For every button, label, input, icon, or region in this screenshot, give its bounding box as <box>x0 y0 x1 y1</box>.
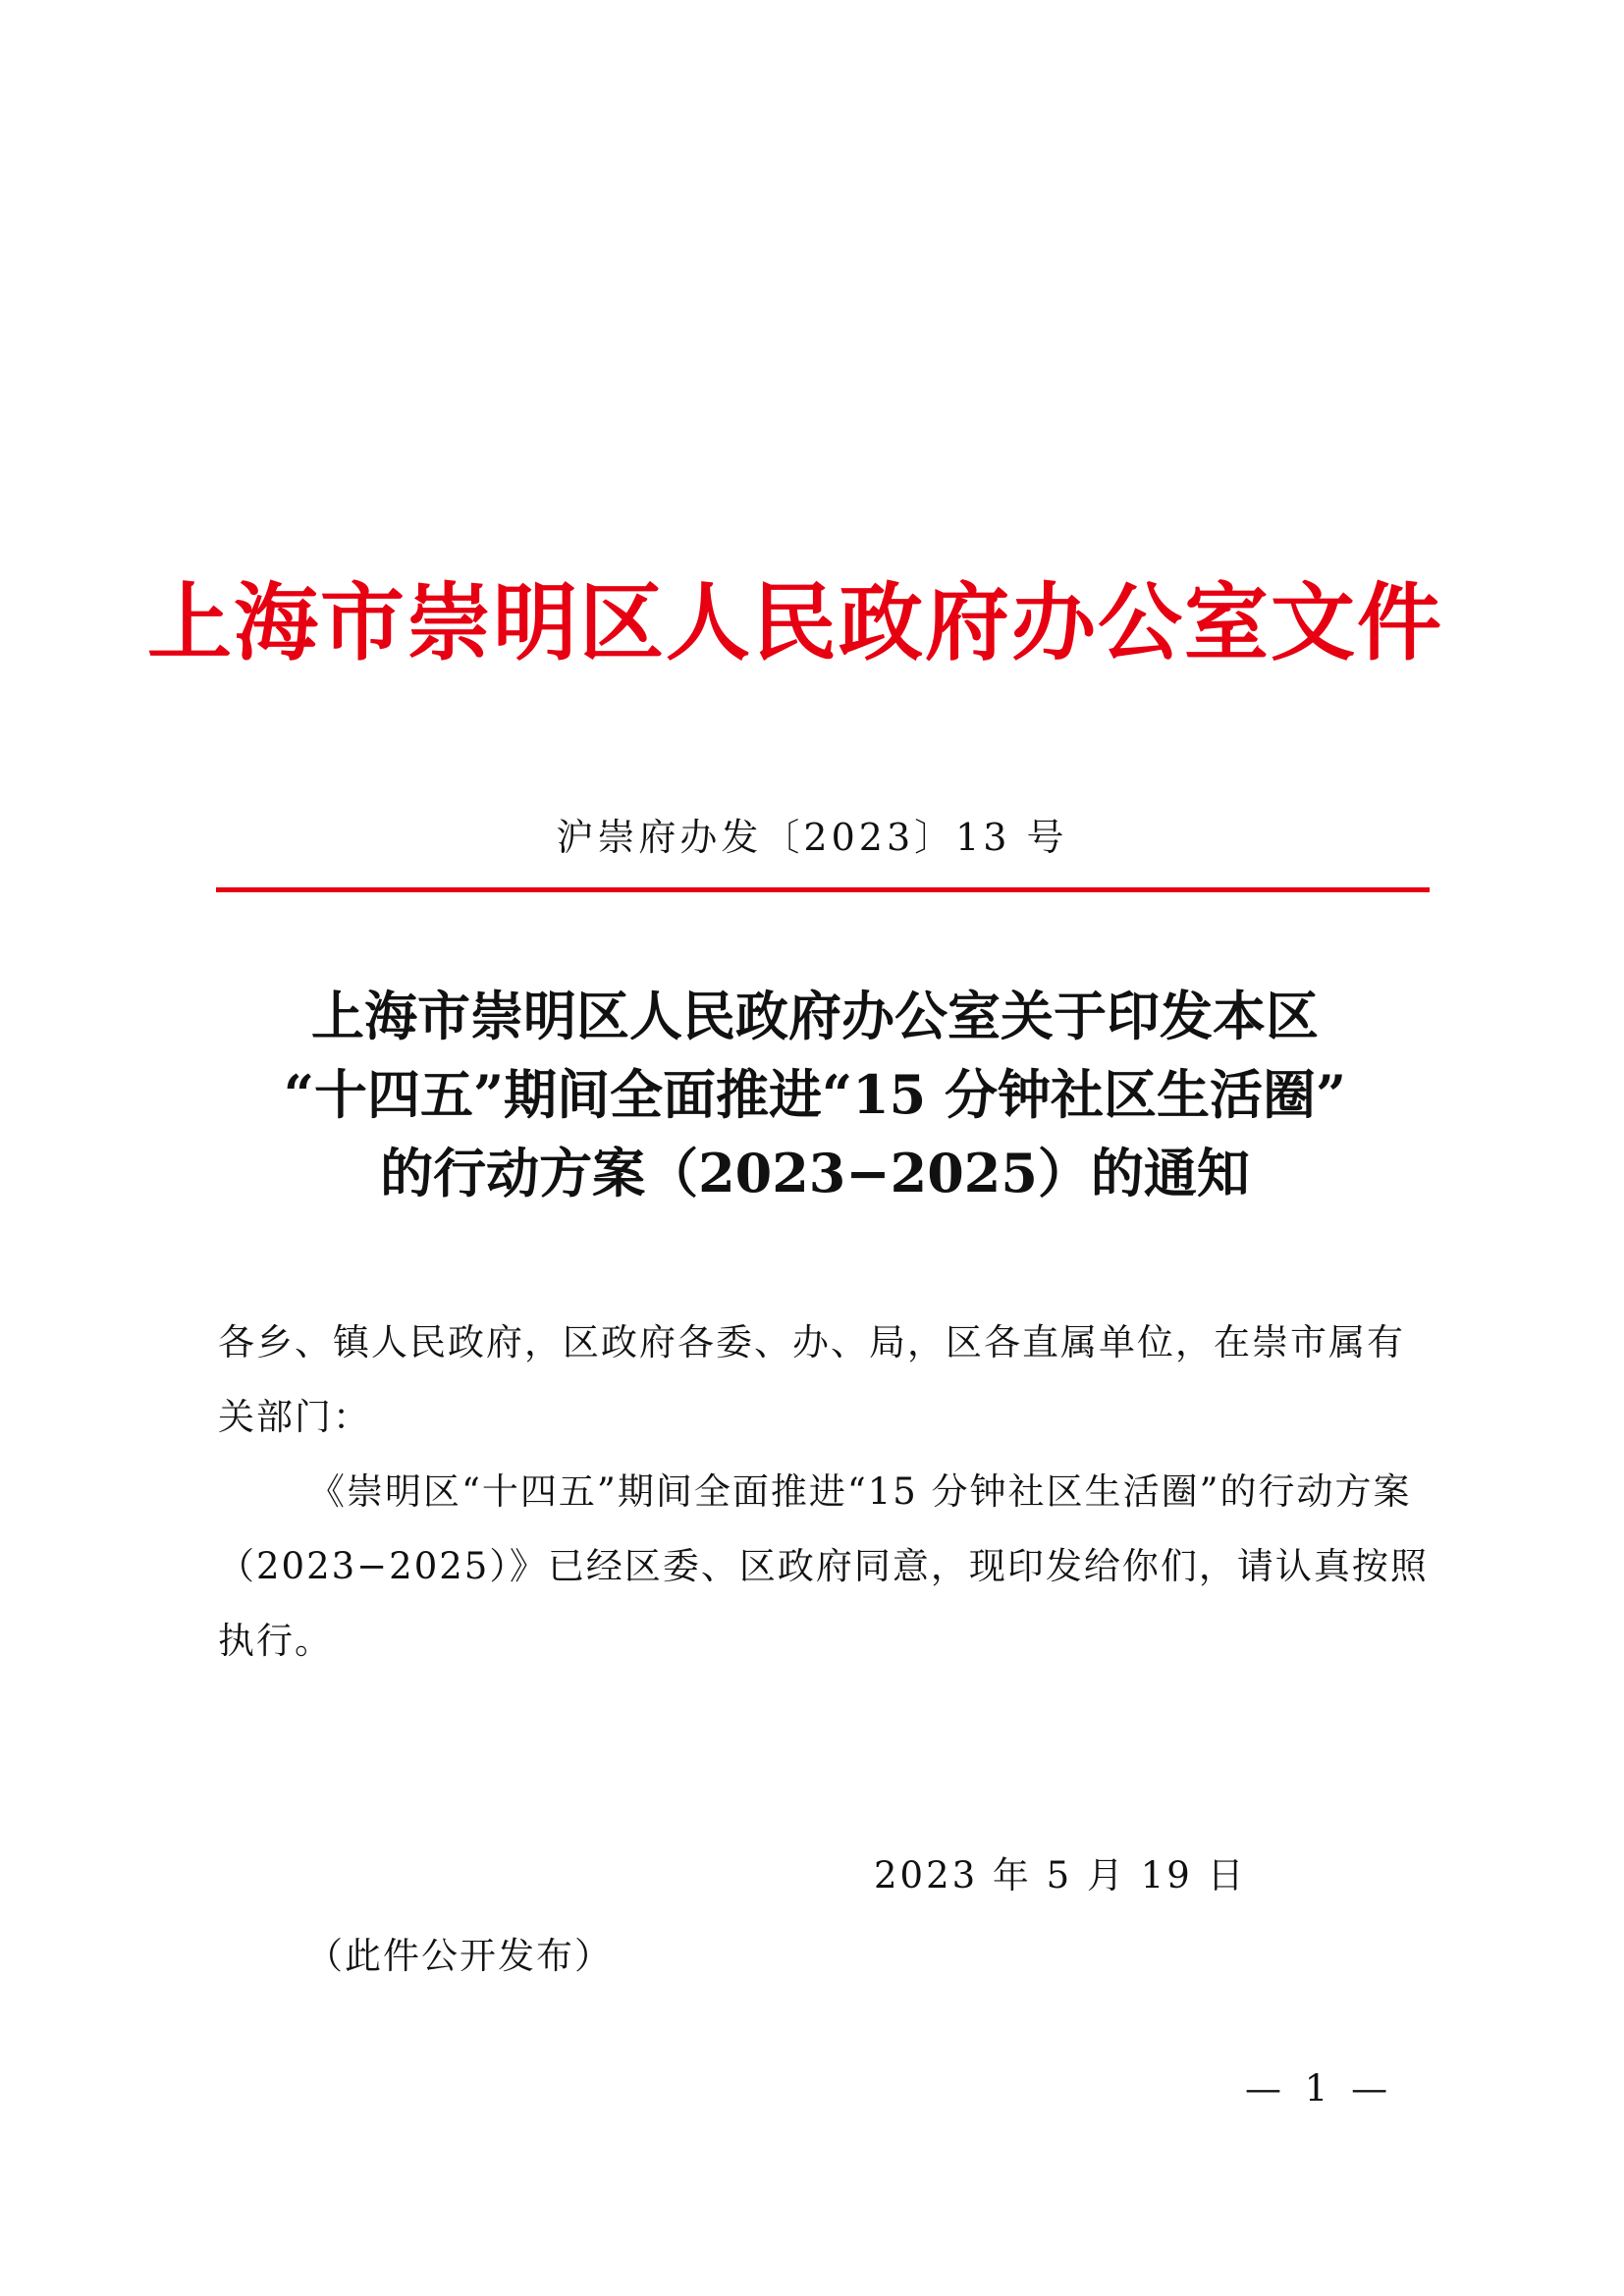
notice-title-line-1: 上海市崇明区人民政府办公室关于印发本区 <box>311 985 1319 1047</box>
notice-title-line-2: “十四五”期间全面推进“15 分钟社区生活圈” <box>283 1063 1347 1126</box>
publication-note: （此件公开发布） <box>306 1935 613 1977</box>
addressee-paragraph: 各乡、镇人民政府，区政府各委、办、局，区各直属单位，在崇市属有关部门： <box>218 1321 1405 1438</box>
notice-title <box>196 977 1434 1212</box>
main-paragraph: 《崇明区“十四五”期间全面推进“15 分钟社区生活圈”的行动方案（2023−2025）》已经区委、区政府同意，现印发给你们，请认真按照执行。 <box>218 1470 1429 1662</box>
page-number: — 1 — <box>1245 2067 1394 2109</box>
notice-body <box>218 1306 1434 1679</box>
issue-date: 2023 年 5 月 19 日 <box>874 1854 1247 1896</box>
red-separator-line <box>216 887 1430 892</box>
notice-title-line-3: 的行动方案（2023−2025）的通知 <box>380 1142 1250 1204</box>
issuing-authority-title: 上海市崇明区人民政府办公室文件 <box>147 573 1443 672</box>
document-number: 沪崇府办发〔2023〕13 号 <box>556 816 1068 859</box>
